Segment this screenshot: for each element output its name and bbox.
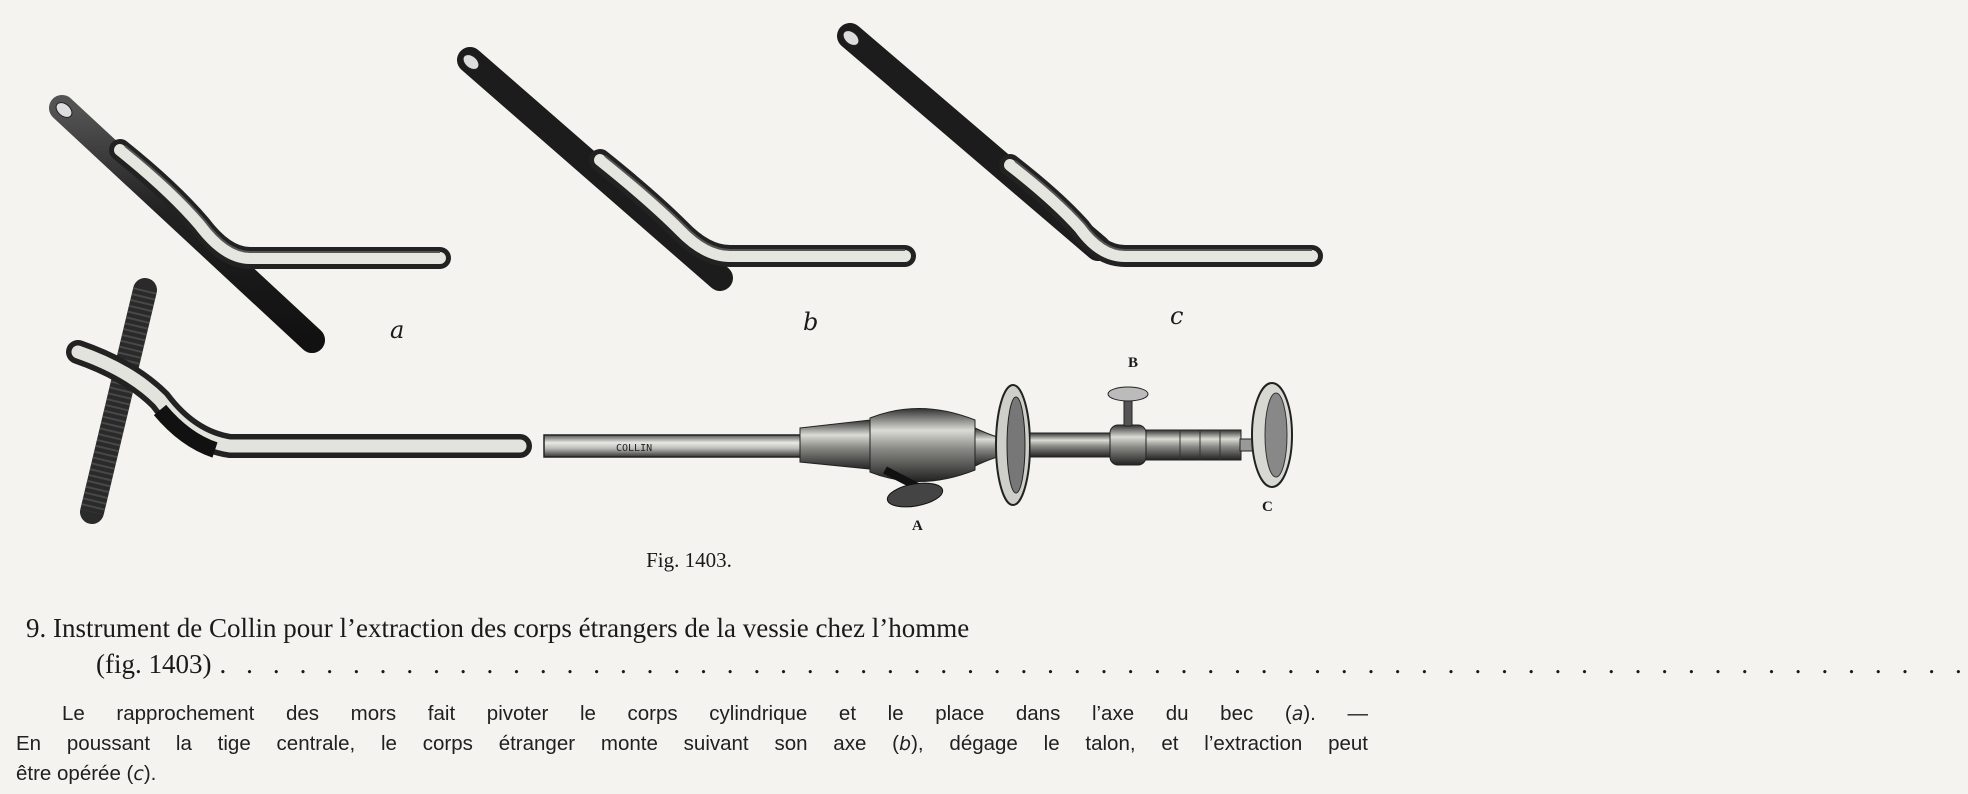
entry-number: 9.: [26, 613, 47, 643]
subfigure-a-drawing: [53, 100, 440, 340]
figure-ref-b: b: [899, 733, 912, 755]
subfigure-c-drawing: [840, 28, 1312, 256]
dot-leader: . . . . . . . . . . . . . . . . . . . . . . . . . . . . . . . . . . . . . . . . . . . . . . . . . . . . . . . . . . . . . . . . . .: [219, 649, 1968, 679]
instrument-handle-drawing: [544, 383, 1292, 511]
entry-title-line: [26, 610, 1306, 646]
figure-caption: Fig. 1403.: [646, 548, 732, 572]
description-text: être opérée (: [16, 762, 134, 785]
part-label-a: A: [912, 518, 923, 534]
subfigure-label-a: a: [390, 316, 405, 344]
description-text: ). —: [1303, 702, 1368, 725]
description-text: ), dégage le talon, et l’extraction peut: [911, 732, 1368, 755]
description-line-3: [16, 759, 1368, 789]
description-line-2: [16, 729, 1368, 759]
figure-ref-c: c: [133, 763, 144, 785]
subfigure-b-drawing: [460, 52, 905, 278]
description-text: Le rapprochement des mors fait pivoter le corps cylindrique et le place dans l’axe du bec (: [62, 702, 1292, 725]
subfigure-label-b: b: [803, 308, 819, 336]
part-label-b: B: [1128, 355, 1139, 371]
subfigure-label-c: c: [1170, 302, 1184, 330]
figure-ref-a: a: [1291, 703, 1304, 725]
engraving-mark: COLLIN: [616, 443, 653, 454]
description-line-1: [16, 699, 1368, 729]
description-text: En poussant la tige centrale, le corps étranger monte suivant son axe (: [16, 732, 900, 755]
entry-reference-line: [26, 646, 1968, 682]
entry-title: Instrument de Collin pour l’extraction des corps étrangers de la vessie chez l’homme: [53, 613, 970, 643]
part-label-c: C: [1262, 499, 1273, 515]
entry-reference: (fig. 1403): [96, 649, 212, 679]
description-text: ).: [143, 762, 157, 785]
entry-description: [16, 699, 1368, 789]
catalog-entry: [26, 610, 1968, 682]
